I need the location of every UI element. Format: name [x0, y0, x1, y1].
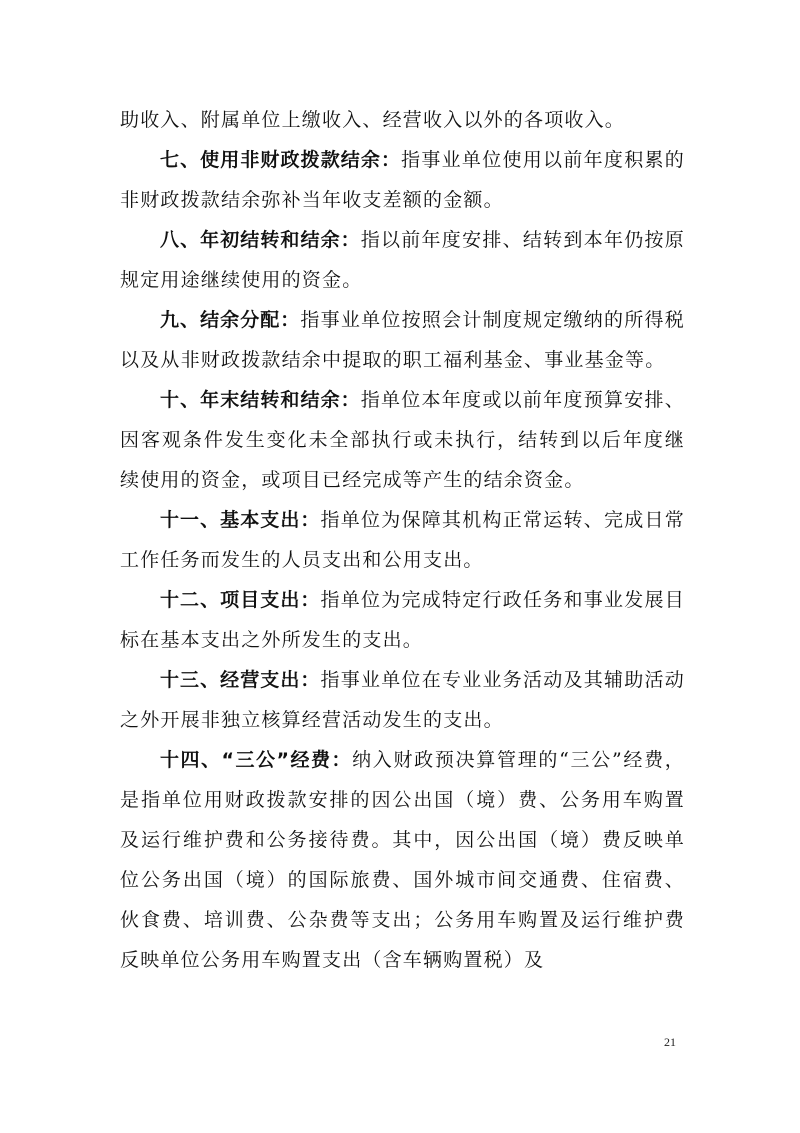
- paragraph-text: 指以前年度安排、结转到本年仍按原规定用途继续使用的资金。: [120, 229, 685, 291]
- paragraph-text: 指事业单位在专业业务活动及其辅助活动之外开展非独立核算经营活动发生的支出。: [120, 669, 685, 731]
- document-body: [120, 100, 685, 980]
- term-heading: 十三、经营支出：: [160, 669, 321, 691]
- paragraph-text: 指事业单位使用以前年度积累的非财政拨款结余弥补当年收支差额的金额。: [120, 149, 685, 211]
- paragraph-item-9: [120, 300, 685, 380]
- term-heading: 十一、基本支出：: [160, 509, 321, 531]
- paragraph-text: 指事业单位按照会计制度规定缴纳的所得税以及从非财政拨款结余中提取的职工福利基金、事业基金等。: [120, 309, 685, 371]
- paragraph-text: 纳入财政预决算管理的“三公”经费，是指单位用财政拨款安排的因公出国（境）费、公务用车购置及运行维护费和公务接待费。其中，因公出国（境）费反映单位公务出国（境）的国际旅费、国外城市间交通费、住宿费、伙食费、培训费、公杂费等支出；公务用车购置及运行维护费反映单位公务用车购置支出（含车辆购置税）及: [120, 749, 686, 971]
- paragraph-text: 指单位本年度或以前年度预算安排、因客观条件发生变化未全部执行或未执行，结转到以后年度继续使用的资金，或项目已经完成等产生的结余资金。: [120, 389, 685, 491]
- term-heading: 十二、项目支出：: [160, 589, 321, 611]
- paragraph-text: 指单位为保障其机构正常运转、完成日常工作任务而发生的人员支出和公用支出。: [120, 509, 685, 571]
- page-number: 21: [664, 1035, 676, 1049]
- paragraph-item-10: [120, 380, 685, 500]
- paragraph-item-12: [120, 580, 685, 660]
- paragraph-continuation: [120, 100, 685, 140]
- term-heading: 七、使用非财政拨款结余：: [160, 149, 402, 171]
- paragraph-text: 助收入、附属单位上缴收入、经营收入以外的各项收入。: [120, 109, 626, 131]
- paragraph-item-7: [120, 140, 685, 220]
- paragraph-item-13: [120, 660, 685, 740]
- term-heading: 十、年末结转和结余：: [160, 389, 361, 411]
- term-heading: 九、结余分配：: [160, 309, 301, 331]
- paragraph-item-8: [120, 220, 685, 300]
- paragraph-text: 指单位为完成特定行政任务和事业发展目标在基本支出之外所发生的支出。: [120, 589, 685, 651]
- paragraph-item-14: [120, 740, 685, 980]
- paragraph-item-11: [120, 500, 685, 580]
- term-heading: 八、年初结转和结余：: [160, 229, 361, 251]
- term-heading: 十四、“三公”经费：: [160, 749, 353, 771]
